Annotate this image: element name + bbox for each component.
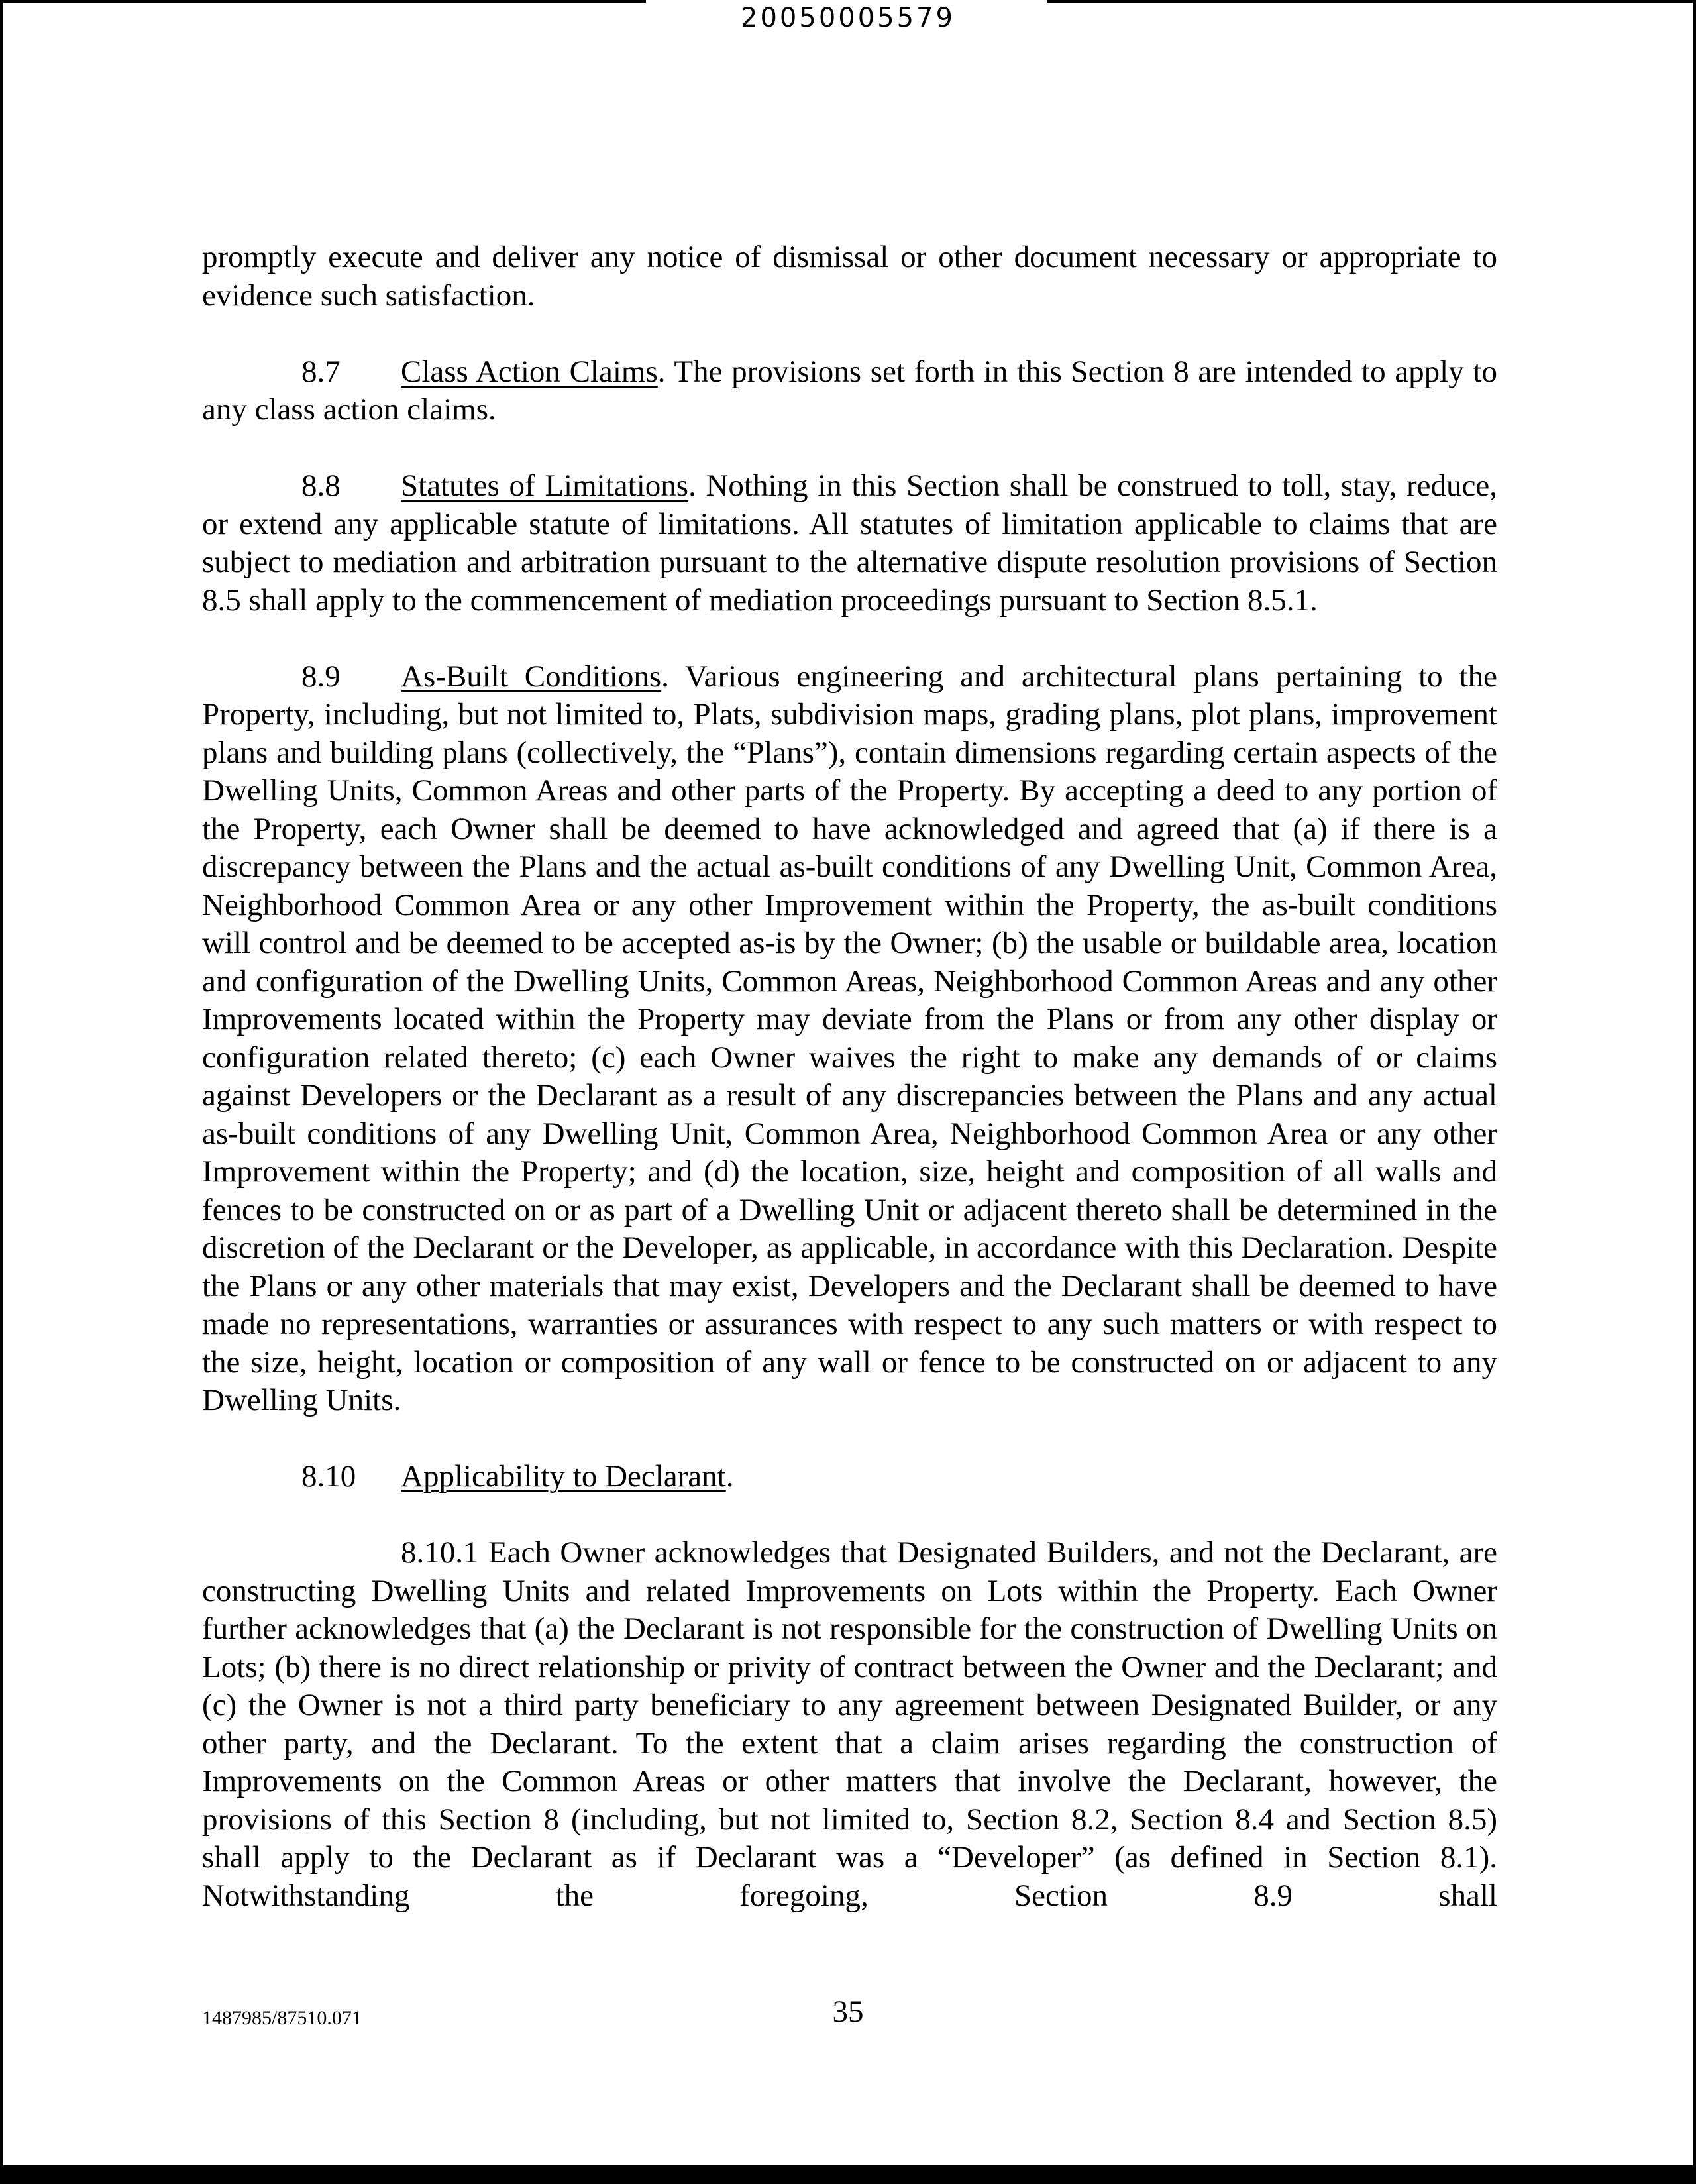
document-body — [202, 239, 1497, 1915]
section-8-10 — [202, 1458, 1497, 1496]
page-number: 35 — [832, 1994, 864, 2029]
section-8-10-1: 8.10.1 Each Owner acknowledges that Designated Builders, and not the Declarant, are constructing Dwelling Units and related Improvements on Lots within the Property. Each Owner further acknowledges that (a) the Declarant is not responsible for the construction of Dwelling Units on Lots; (b) there is no direct relationship or privity of contract between the Owner and the Declarant; and (c) the Owner is not a third party beneficiary to any agreement between Designated Builder, or any other party, and the Declarant. To the extent that a claim arises regarding the construction of Improvements on the Common Areas or other matters that involve the Declarant, however, the provisions of this Section 8 (including, but not limited to, Section 8.2, Section 8.4 and Section 8.5) shall apply to the Declarant as if Declarant was a “Developer” (as defined in Section 8.1). Notwithstanding the foregoing, Section 8.9 shall — [202, 1535, 1497, 1913]
footer-file-id: 1487985/87510.071 — [202, 2007, 362, 2029]
section-title: As-Built Conditions — [401, 659, 662, 694]
section-title: Statutes of Limitations — [401, 468, 689, 503]
scan-border-right — [1693, 0, 1696, 2184]
section-title: Class Action Claims — [401, 354, 658, 389]
section-8-9 — [202, 658, 1497, 1420]
section-8-8 — [202, 467, 1497, 620]
scan-border-bottom — [0, 2165, 1696, 2184]
section-text: . Various engineering and architectural plans pertaining to the Property, including, but not limited to, Plats, subdivision maps, grading plans, plot plans, improvement plans and building plans (collectively, the “Plans”), contain dimensions regarding certain aspects of the Dwelling Units, Common Areas and other parts of the Property. By accepting a deed to any portion of the Property, each Owner shall be deemed to have acknowledged and agreed that (a) if there is a discrepancy between the Plans and the actual as-built conditions of any Dwelling Unit, Common Area, Neighborhood Common Area or any other Improvement within the Property, the as-built conditions will control and be deemed to be accepted as-is by the Owner; (b) the usable or buildable area, location and configuration of the Dwelling Units, Common Areas, Neighborhood Common Areas and any other Improvements located within the Property may deviate from the Plans or from any other display or configuration related thereto; (c) each Owner waives the right to make any demands of or claims against Developers or the Declarant as a result of any discrepancies between the Plans and any actual as-built conditions of any Dwelling Unit, Common Area, Neighborhood Common Area or any other Improvement within the Property; and (d) the location, size, height and composition of all walls and fences to be constructed on or as part of a Dwelling Unit or adjacent thereto shall be determined in the discretion of the Declarant or the Developer, as applicable, in accordance with this Declaration. Despite the Plans or any other materials that may exist, Developers and the Declarant shall be deemed to have made no representations, warranties or assurances with respect to any such matters or with respect to the size, height, location or composition of any wall or fence to be constructed on or adjacent to any Dwelling Units. — [202, 659, 1497, 1417]
section-text: . The provisions set forth in this Section 8 are intended to apply to any class action claims. — [202, 354, 1497, 427]
section-title: Applicability to Declarant — [401, 1459, 726, 1494]
document-number: 20050005579 — [741, 3, 955, 33]
section-8-7 — [202, 353, 1497, 429]
continued-paragraph: promptly execute and deliver any notice of dismissal or other document necessary or appropriate to evidence such satisfaction. — [202, 240, 1497, 313]
section-text: . Nothing in this Section shall be construed to toll, stay, reduce, or extend any applicable statute of limitations. All statutes of limitation applicable to claims that are subject to mediation and arbitration pursuant to the alternative dispute resolution provisions of Section 8.5 shall apply to the commencement of mediation proceedings pursuant to Section 8.5.1. — [202, 468, 1497, 618]
section-number: 8.9 — [301, 659, 341, 694]
section-number: 8.10 — [301, 1459, 356, 1494]
section-text: . — [725, 1459, 734, 1494]
section-number: 8.7 — [301, 354, 341, 389]
section-number: 8.8 — [301, 468, 341, 503]
scan-border-left — [0, 0, 3, 2184]
